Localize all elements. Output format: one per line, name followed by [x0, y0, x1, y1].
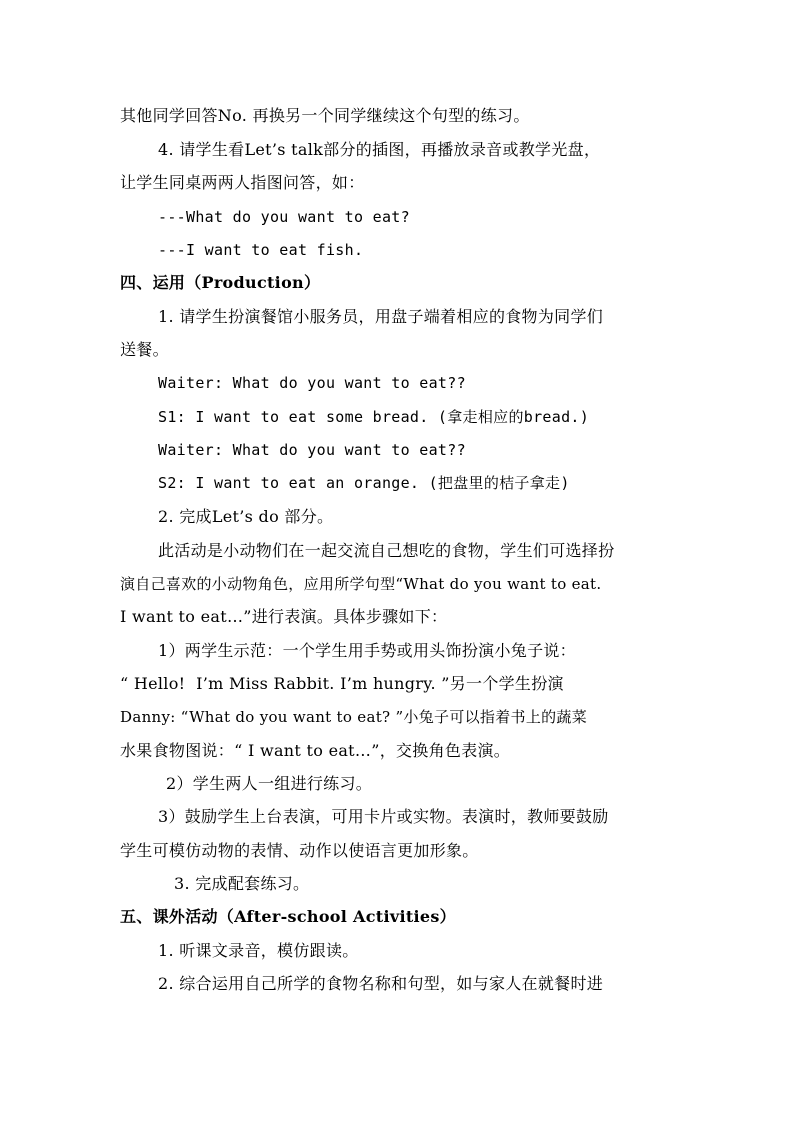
text-line: “ Hello! I’m Miss Rabbit. I’m hungry. ”另一个学生扮演 [120, 674, 564, 693]
text-line: 2. 完成Let’s do 部分。 [158, 507, 334, 526]
text-line: 1）两学生示范：一个学生用手势或用头饰扮演小兔子说： [158, 641, 576, 660]
text-line: 水果食物图说：“ I want to eat…”，交换角色表演。 [120, 741, 511, 760]
dialogue-line: S1: I want to eat some bread. (拿走相应的bread.) [158, 408, 590, 426]
dialogue-line: ---What do you want to eat? [158, 208, 410, 226]
text-line: 3. 完成配套练习。 [174, 874, 310, 893]
text-line: 此活动是小动物们在一起交流自己想吃的食物，学生们可选择扮 [158, 541, 615, 560]
text-line: 4. 请学生看Let’s talk部分的插图，再播放录音或教学光盘， [158, 140, 601, 159]
text-line: 送餐。 [120, 340, 169, 359]
text-line: 演自己喜欢的小动物角色，应用所学句型“What do you want to eat. [120, 575, 602, 593]
section-heading-after-school: 五、课外活动（After-school Activities） [120, 907, 456, 926]
dialogue-line: Waiter: What do you want to eat?? [158, 441, 466, 459]
text-line: 2）学生两人一组进行练习。 [166, 774, 373, 793]
dialogue-line: Waiter: What do you want to eat?? [158, 374, 466, 392]
text-line: 2. 综合运用自己所学的食物名称和句型，如与家人在就餐时进 [158, 974, 604, 993]
text-line: 让学生同桌两两人指图问答，如： [120, 173, 365, 192]
text-line: 1. 听课文录音，模仿跟读。 [158, 941, 359, 960]
text-line: I want to eat…”进行表演。具体步骤如下： [120, 607, 448, 626]
text-line: 1. 请学生扮演餐馆小服务员，用盘子端着相应的食物为同学们 [158, 307, 604, 326]
text-line: Danny: “What do you want to eat? ”小兔子可以指着书上的蔬菜 [120, 708, 588, 726]
dialogue-line: ---I want to eat fish. [158, 241, 364, 259]
section-heading-production: 四、运用（Production） [120, 273, 321, 292]
text-line: 其他同学回答No. 再换另一个同学继续这个句型的练习。 [120, 106, 530, 125]
text-line: 3）鼓励学生上台表演，可用卡片或实物。表演时，教师要鼓励 [158, 807, 609, 826]
text-line: 学生可模仿动物的表情、动作以使语言更加形象。 [120, 841, 479, 860]
dialogue-line: S2: I want to eat an orange. (把盘里的桔子拿走) [158, 474, 570, 492]
